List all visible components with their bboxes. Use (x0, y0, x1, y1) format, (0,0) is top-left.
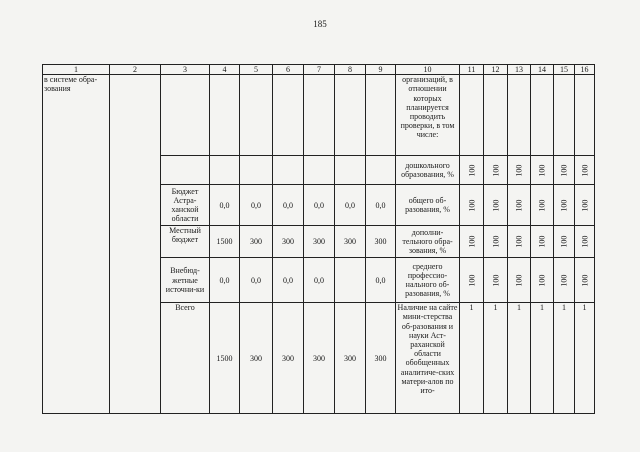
amount-cell: 300 (335, 303, 366, 414)
amount-cell (335, 258, 366, 303)
empty-cell (161, 75, 210, 156)
target-value: 100 (579, 164, 589, 177)
target-cell (531, 226, 554, 258)
amount-cell: 300 (240, 303, 273, 414)
table-row (43, 75, 595, 156)
target-value: 100 (466, 235, 476, 248)
target-cell (575, 156, 595, 185)
amount-cell: 0,0 (335, 185, 366, 226)
indicator-cell: среднего профессио-нального об-разования, % (396, 258, 460, 303)
amount-cell: 0,0 (366, 185, 396, 226)
target-cell (484, 258, 508, 303)
empty-cell (366, 156, 396, 185)
target-cell (554, 156, 575, 185)
empty-cell (240, 156, 273, 185)
amount-cell: 0,0 (240, 185, 273, 226)
target-value: 100 (490, 274, 500, 287)
empty-cell (575, 75, 595, 156)
target-value: 1 (554, 303, 575, 414)
target-value: 100 (490, 164, 500, 177)
target-cell (554, 226, 575, 258)
target-value: 100 (537, 164, 547, 177)
activity-name-cell: в системе обра-зования (43, 75, 110, 414)
empty-cell (240, 75, 273, 156)
amount-cell: 300 (273, 303, 304, 414)
target-cell (508, 258, 531, 303)
empty-cell (273, 156, 304, 185)
column-number: 12 (484, 65, 508, 75)
target-value: 100 (559, 199, 569, 212)
column-number: 4 (210, 65, 240, 75)
column-number: 16 (575, 65, 595, 75)
target-cell (554, 258, 575, 303)
column-number: 13 (508, 65, 531, 75)
column-number: 2 (110, 65, 161, 75)
target-cell (484, 185, 508, 226)
amount-cell: 0,0 (273, 258, 304, 303)
funding-source-cell: Всего (161, 303, 210, 414)
column-number-row (43, 65, 595, 75)
empty-cell (484, 75, 508, 156)
empty-cell (335, 156, 366, 185)
amount-cell: 300 (366, 226, 396, 258)
target-cell (531, 258, 554, 303)
amount-cell: 1500 (210, 303, 240, 414)
page-number: 185 (313, 19, 327, 29)
empty-cell (508, 75, 531, 156)
target-value: 100 (466, 164, 476, 177)
target-cell (460, 226, 484, 258)
empty-cell (531, 75, 554, 156)
funding-source-cell: Бюджет Астра-ханской области (161, 185, 210, 226)
funding-source-cell: Внебюд-жетные источни-ки (161, 258, 210, 303)
empty-cell (273, 75, 304, 156)
indicator-cell: дошкольного образования, % (396, 156, 460, 185)
target-value: 100 (514, 235, 524, 248)
amount-cell: 0,0 (210, 185, 240, 226)
indicator-cell: общего об-разования, % (396, 185, 460, 226)
target-cell (508, 185, 531, 226)
program-table (42, 64, 595, 414)
empty-cell (304, 156, 335, 185)
target-value: 100 (559, 274, 569, 287)
target-value: 100 (579, 274, 589, 287)
target-cell (575, 226, 595, 258)
amount-cell: 0,0 (304, 185, 335, 226)
target-value: 100 (579, 235, 589, 248)
amount-cell: 300 (335, 226, 366, 258)
amount-cell: 0,0 (210, 258, 240, 303)
target-cell (575, 185, 595, 226)
target-cell (575, 258, 595, 303)
column-number: 8 (335, 65, 366, 75)
target-value: 100 (537, 274, 547, 287)
target-value: 100 (490, 199, 500, 212)
target-value: 100 (579, 199, 589, 212)
empty-cell (210, 156, 240, 185)
indicator-cell: организаций, в отношении которых планируется проводить проверки, в том числе: (396, 75, 460, 156)
column-number: 6 (273, 65, 304, 75)
amount-cell: 0,0 (304, 258, 335, 303)
amount-cell: 1500 (210, 226, 240, 258)
funding-source-cell: Местный бюджет (161, 226, 210, 258)
indicator-cell: Наличие на сайте мини-стерства об-разования и науки Аст-раханской области обобщенных аналитиче-ских матери-алов по ито- (396, 303, 460, 414)
empty-cell (304, 75, 335, 156)
empty-cell (110, 75, 161, 414)
amount-cell: 0,0 (366, 258, 396, 303)
column-number: 10 (396, 65, 460, 75)
target-value: 1 (484, 303, 508, 414)
target-cell (460, 258, 484, 303)
target-value: 100 (514, 274, 524, 287)
empty-cell (210, 75, 240, 156)
column-number: 9 (366, 65, 396, 75)
amount-cell: 300 (273, 226, 304, 258)
amount-cell: 0,0 (273, 185, 304, 226)
target-cell (531, 156, 554, 185)
amount-cell: 300 (304, 226, 335, 258)
column-number: 11 (460, 65, 484, 75)
empty-cell (335, 75, 366, 156)
target-value: 100 (514, 164, 524, 177)
amount-cell: 300 (304, 303, 335, 414)
target-cell (554, 185, 575, 226)
empty-cell (366, 75, 396, 156)
amount-cell: 300 (240, 226, 273, 258)
indicator-cell: дополни-тельного обра-зования, % (396, 226, 460, 258)
target-cell (531, 185, 554, 226)
target-value: 100 (466, 274, 476, 287)
target-value: 1 (575, 303, 595, 414)
column-number: 5 (240, 65, 273, 75)
column-number: 7 (304, 65, 335, 75)
amount-cell: 300 (366, 303, 396, 414)
empty-cell (161, 156, 210, 185)
target-value: 100 (490, 235, 500, 248)
column-number: 14 (531, 65, 554, 75)
amount-cell: 0,0 (240, 258, 273, 303)
target-value: 1 (531, 303, 554, 414)
target-value: 1 (460, 303, 484, 414)
target-cell (508, 156, 531, 185)
target-cell (484, 156, 508, 185)
column-number: 1 (43, 65, 110, 75)
target-value: 100 (537, 235, 547, 248)
target-cell (484, 226, 508, 258)
target-cell (460, 156, 484, 185)
target-value: 100 (466, 199, 476, 212)
target-value: 100 (559, 235, 569, 248)
target-value: 100 (559, 164, 569, 177)
column-number: 3 (161, 65, 210, 75)
target-value: 1 (508, 303, 531, 414)
target-cell (508, 226, 531, 258)
empty-cell (554, 75, 575, 156)
target-value: 100 (537, 199, 547, 212)
column-number: 15 (554, 65, 575, 75)
target-value: 100 (514, 199, 524, 212)
empty-cell (460, 75, 484, 156)
target-cell (460, 185, 484, 226)
